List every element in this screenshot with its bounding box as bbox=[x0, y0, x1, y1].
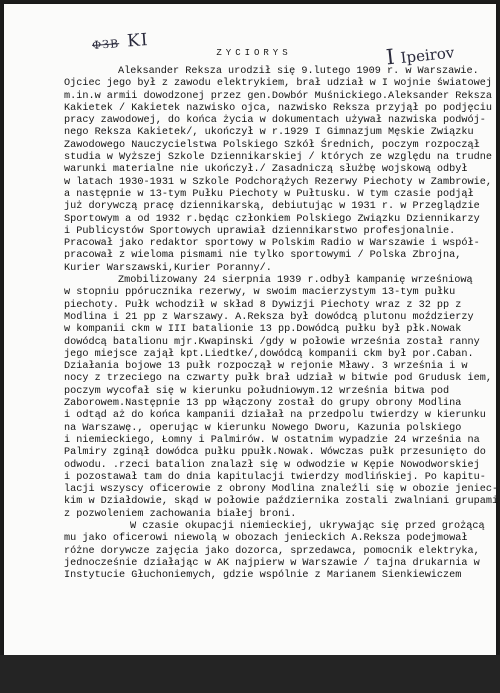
text-line: piechoty. Pułk wchodził w skład 8 Dywizji Piechoty wraz z 32 pp z bbox=[64, 299, 462, 311]
handwritten-scribble: ФЗВ bbox=[91, 37, 120, 52]
text-line: m.in.w armii dowodzonej przez gen.Dowbór Muśnickiego.Aleksander Reksza bbox=[64, 90, 492, 102]
text-line: warunki materialne nie ukończył./ Zasadniczą służbę wojskową odbył bbox=[64, 164, 468, 176]
text-line: i niemieckiego, Łomny i Palmirów. W ostatnim wypadzie 24 września na bbox=[64, 434, 480, 446]
text-line: Modlina i 21 pp z Warszawy. A.Reksza był dowódcą plutonu moździerzy bbox=[64, 311, 474, 323]
text-line: mu jako oficerowi niewolą w obozach jenieckich A.Reksza podejmował bbox=[64, 533, 468, 545]
scan-background-strip bbox=[0, 655, 500, 693]
text-line: nocy z trzeciego na czwarty pułk brał udział w bitwie pod Grudusk iem, bbox=[64, 373, 492, 385]
text-line: w kompanii ckm w III batalionie 13 pp.Dowódcą pułku był płk.Nowak bbox=[64, 324, 462, 336]
text-line: studia w Wyższej Szkole Dziennikarskiej / których ze względu na trudne bbox=[64, 152, 492, 164]
text-line: i Publicystów Sportowych uprawiał dziennikarstwo profesjonalnie. bbox=[64, 225, 456, 237]
text-line: poczym wycofał się w kierunku południowym.12 września bitwa pod bbox=[64, 385, 450, 397]
text-line: w stopniu ppórucznika rezerwy, w swoim macierzystym 13-tym pułku bbox=[64, 287, 456, 299]
text-line: odwodu. .rzeci batalion znalazł się w odwodzie w Kępie Nowodworskiej bbox=[64, 459, 480, 471]
text-line: Pracował jako redaktor sportowy w Polskim Radio w Warszawie i współ- bbox=[64, 238, 480, 250]
handwritten-corner-text: Ipeirov bbox=[399, 43, 456, 68]
text-line: Zaborowem.Następnie 13 pp włączony został do grupy obrony Modlina bbox=[64, 398, 462, 410]
text-line: Kurier Warszawski,Kurier Poranny/. bbox=[64, 262, 272, 274]
text-line: Palmiry zginął dowódca pułku ppułk.Nowak. Wówczas pułk przesunięto do bbox=[64, 447, 486, 459]
text-line: kim w Działdowie, skąd w połowie października zostali zwalniani grupami bbox=[64, 496, 499, 508]
text-line: pracy zawodowej, do końca życia w dokumentach używał nazwiska podwój- bbox=[64, 115, 486, 127]
text-line: w latach 1930-1931 w Szkole Podchorążych Rezerwy Piechoty w Zambrowie, bbox=[64, 176, 492, 188]
text-line: nego Reksza Kakietek/, ukończył w r.1929 I Gimnazjum Męskie Związku bbox=[64, 127, 474, 139]
text-line: pracował z wieloma pismami nie tylko sportowymi / Polska Zbrojna, bbox=[64, 250, 462, 262]
text-line: a następnie w 13-tym Pułku Piechoty w Pułtusku. W tym czasie podjął bbox=[64, 188, 474, 200]
text-line: z pozwoleniem zachowania białej broni. bbox=[64, 508, 297, 520]
text-line: Działania bojowe 13 pułk rozpoczął w rejonie Mławy. 3 września i w bbox=[64, 361, 468, 373]
text-line: jego miejsce zajął kpt.Liedtke/,dowódcą kompanii ckm był por.Caban. bbox=[64, 348, 474, 360]
text-line: jednocześnie działając w AK najpierw w Warszawie / tajna drukarnia w bbox=[64, 557, 480, 569]
text-line: Ojciec jego był z zawodu elektrykiem, brał udział w I wojnie światowej bbox=[64, 78, 492, 90]
document-title: ZYCIORYS bbox=[216, 48, 292, 58]
handwritten-reference-number: KI bbox=[126, 30, 150, 52]
text-line: Zawodowego Nauczycielstwa Polskiego Szkół Średnich, poczym rozpoczął bbox=[64, 139, 480, 151]
text-line: lacji wszyscy oficerowie z obrony Modlina znaleźli się w obozie jeniec- bbox=[64, 484, 499, 496]
text-line: W czasie okupacji niemieckiej, ukrywając się przed grożącą bbox=[130, 520, 485, 532]
text-line: już dorywczą pracę dziennikarską, debiutując w 1931 r. w Przeglądzie bbox=[64, 201, 480, 213]
handwritten-roman-numeral: I bbox=[384, 44, 396, 70]
text-line: różne dorywcze zajęcia jako dozorca, sprzedawca, pomocnik elektryka, bbox=[64, 545, 480, 557]
text-line: na Warszawę., operując w kierunku Nowego Dworu, Kazunia polskiego bbox=[64, 422, 462, 434]
text-line: Aleksander Reksza urodził się 9.lutego 1909 r. w Warszawie. bbox=[118, 66, 479, 77]
text-line: i odtąd aż do końca kampanii działał na przedpolu twierdzy w kierunku bbox=[64, 410, 486, 422]
text-line: dowódcą batalionu mjr.Kwapinski /gdy w połowie września został ranny bbox=[64, 336, 480, 348]
text-line: i pozostawał tam do dnia kapitulacji twierdzy modlińskiej. Po kapitu- bbox=[64, 471, 486, 483]
text-line: Zmobilizowany 24 sierpnia 1939 r.odbył kampanię wrześniową bbox=[118, 275, 473, 287]
text-line: Kakietek / Kakietek nazwisko ojca, nazwisko Reksza przyjął po podjęciu bbox=[64, 102, 492, 114]
text-line: Sportowym a od 1932 r.będąc członkiem Polskiego Związku Dziennikarzy bbox=[64, 213, 480, 225]
document-page bbox=[4, 4, 499, 689]
text-line: Instytucie Głuchoniemych, gdzie wspólnie z Marianem Sienkiewiczem bbox=[64, 570, 462, 582]
document-body bbox=[64, 66, 499, 582]
